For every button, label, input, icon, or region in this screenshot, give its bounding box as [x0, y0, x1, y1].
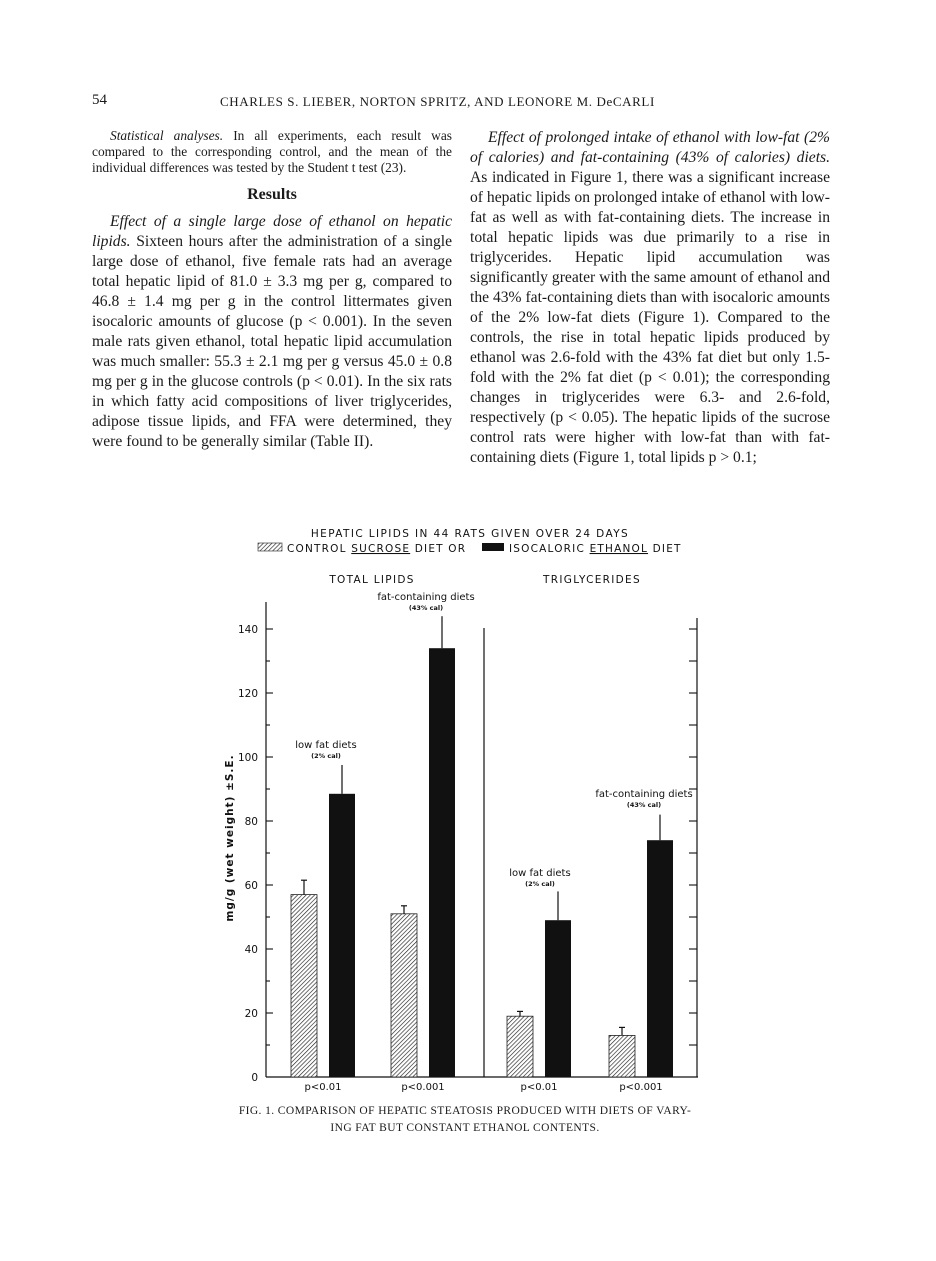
bar-control	[391, 914, 417, 1077]
bar-ethanol	[545, 920, 571, 1077]
running-head: CHARLES S. LIEBER, NORTON SPRITZ, AND LEONORE M. DeCARLI	[220, 94, 655, 109]
figure-title: HEPATIC LIPIDS IN 44 RATS GIVEN OVER 24 DAYS	[310, 528, 630, 540]
stats-text: In all experiments, each result was compared to the corresponding control, and the mean of the individual differences was tested by the Student t test (23).	[92, 128, 452, 175]
legend	[258, 543, 682, 555]
legend-control-label: CONTROL SUCROSE DIET OR	[287, 543, 467, 555]
y-tick-label: 80	[244, 816, 258, 828]
y-tick-label: 0	[251, 1072, 258, 1084]
y-tick-label: 40	[244, 944, 258, 956]
bar-ethanol	[429, 648, 455, 1077]
legend-ethanol-swatch	[482, 543, 504, 551]
single-dose-text: Sixteen hours after the administration of a single large dose of ethanol, five female rats had an average total hepatic lipid of 81.0 ± 3.3 mg per g, compared to 46.8 ± 1.4 mg per g in the control littermates given isocaloric amounts of glucose (p < 0.001). In the seven male rats given ethanol, total hepatic lipid accumulation was much smaller: 55.3 ± 2.1 mg per g versus 45.0 ± 0.8 mg per g in the glucose controls (p < 0.01). In the six rats in which fatty acid compositions of liver triglycerides, adipose tissue lipids, and FFA were determined, they were found to be generally similar (Table II).	[92, 233, 452, 450]
prolonged-title: Effect of prolonged intake of ethanol with low-fat (2% of calories) and fat-containing (43% of calories) diets.	[470, 129, 830, 166]
prolonged-text: As indicated in Figure 1, there was a significant increase of hepatic lipids on prolonged intake of ethanol with low-fat as well as with fat-containing diets. The increase in total hepatic lipids was due primarily to a rise in triglycerides. Hepatic lipid accumulation was significantly greater with the same amount of ethanol and the 43% fat-containing diets than with isocaloric amounts of the 2% low-fat diets (Figure 1). Compared to the controls, the rise in total hepatic lipids produced by ethanol was 2.6-fold with the 43% fat diet but only 1.5-fold with the 2% fat diet (p < 0.01); the corresponding changes in triglycerides were 6.3- and 2.6-fold, respectively (p < 0.05). The hepatic lipids of the sucrose control rats were higher with low-fat than with fat-containing diets (Figure 1, total lipids p > 0.1;	[470, 169, 830, 466]
figure-caption	[220, 1103, 710, 1137]
y-tick-label: 120	[237, 688, 258, 700]
p-value-label: p<0.001	[401, 1082, 445, 1093]
results-heading: Results	[247, 186, 297, 203]
y-axis-label: mg/g (wet weight) ±S.E.	[224, 754, 236, 922]
diet-label: low fat diets	[509, 868, 571, 879]
bar-control	[609, 1035, 635, 1077]
stats-title: Statistical analyses.	[110, 128, 224, 143]
panel-label-total-lipids: TOTAL LIPIDS	[329, 574, 415, 586]
y-tick-label: 60	[244, 880, 258, 892]
diet-sublabel: (2% cal)	[525, 880, 555, 888]
single-dose-title: Effect of a single large dose of ethanol on hepatic lipids.	[92, 213, 452, 250]
caption-line-1: FIG. 1. COMPARISON OF HEPATIC STEATOSIS PRODUCED WITH DIETS OF VARY-	[238, 1105, 692, 1117]
y-tick-label: 100	[237, 752, 258, 764]
y-tick-label: 20	[244, 1008, 258, 1020]
legend-control-swatch	[258, 543, 282, 551]
diet-label: low fat diets	[295, 740, 357, 751]
p-value-label: p<0.001	[619, 1082, 663, 1093]
diet-label: fat-containing diets	[595, 789, 693, 800]
bar-ethanol	[647, 840, 673, 1077]
bar-ethanol	[329, 794, 355, 1077]
bar-control	[291, 895, 317, 1077]
bars	[291, 616, 673, 1077]
panel-label-triglycerides: TRIGLYCERIDES	[543, 574, 641, 586]
diet-label: fat-containing diets	[377, 592, 475, 603]
p-value-label: p<0.01	[520, 1082, 558, 1093]
p-value-label: p<0.01	[304, 1082, 342, 1093]
caption-line-2: ING FAT BUT CONSTANT ETHANOL CONTENTS.	[330, 1122, 600, 1134]
diet-sublabel: (43% cal)	[626, 801, 662, 809]
diet-sublabel: (43% cal)	[408, 604, 444, 612]
bar-control	[507, 1016, 533, 1077]
page-number: 54	[92, 92, 107, 108]
diet-sublabel: (2% cal)	[311, 752, 341, 760]
y-tick-label: 140	[237, 624, 258, 636]
legend-ethanol-label: ISOCALORIC ETHANOL DIET	[509, 543, 682, 555]
